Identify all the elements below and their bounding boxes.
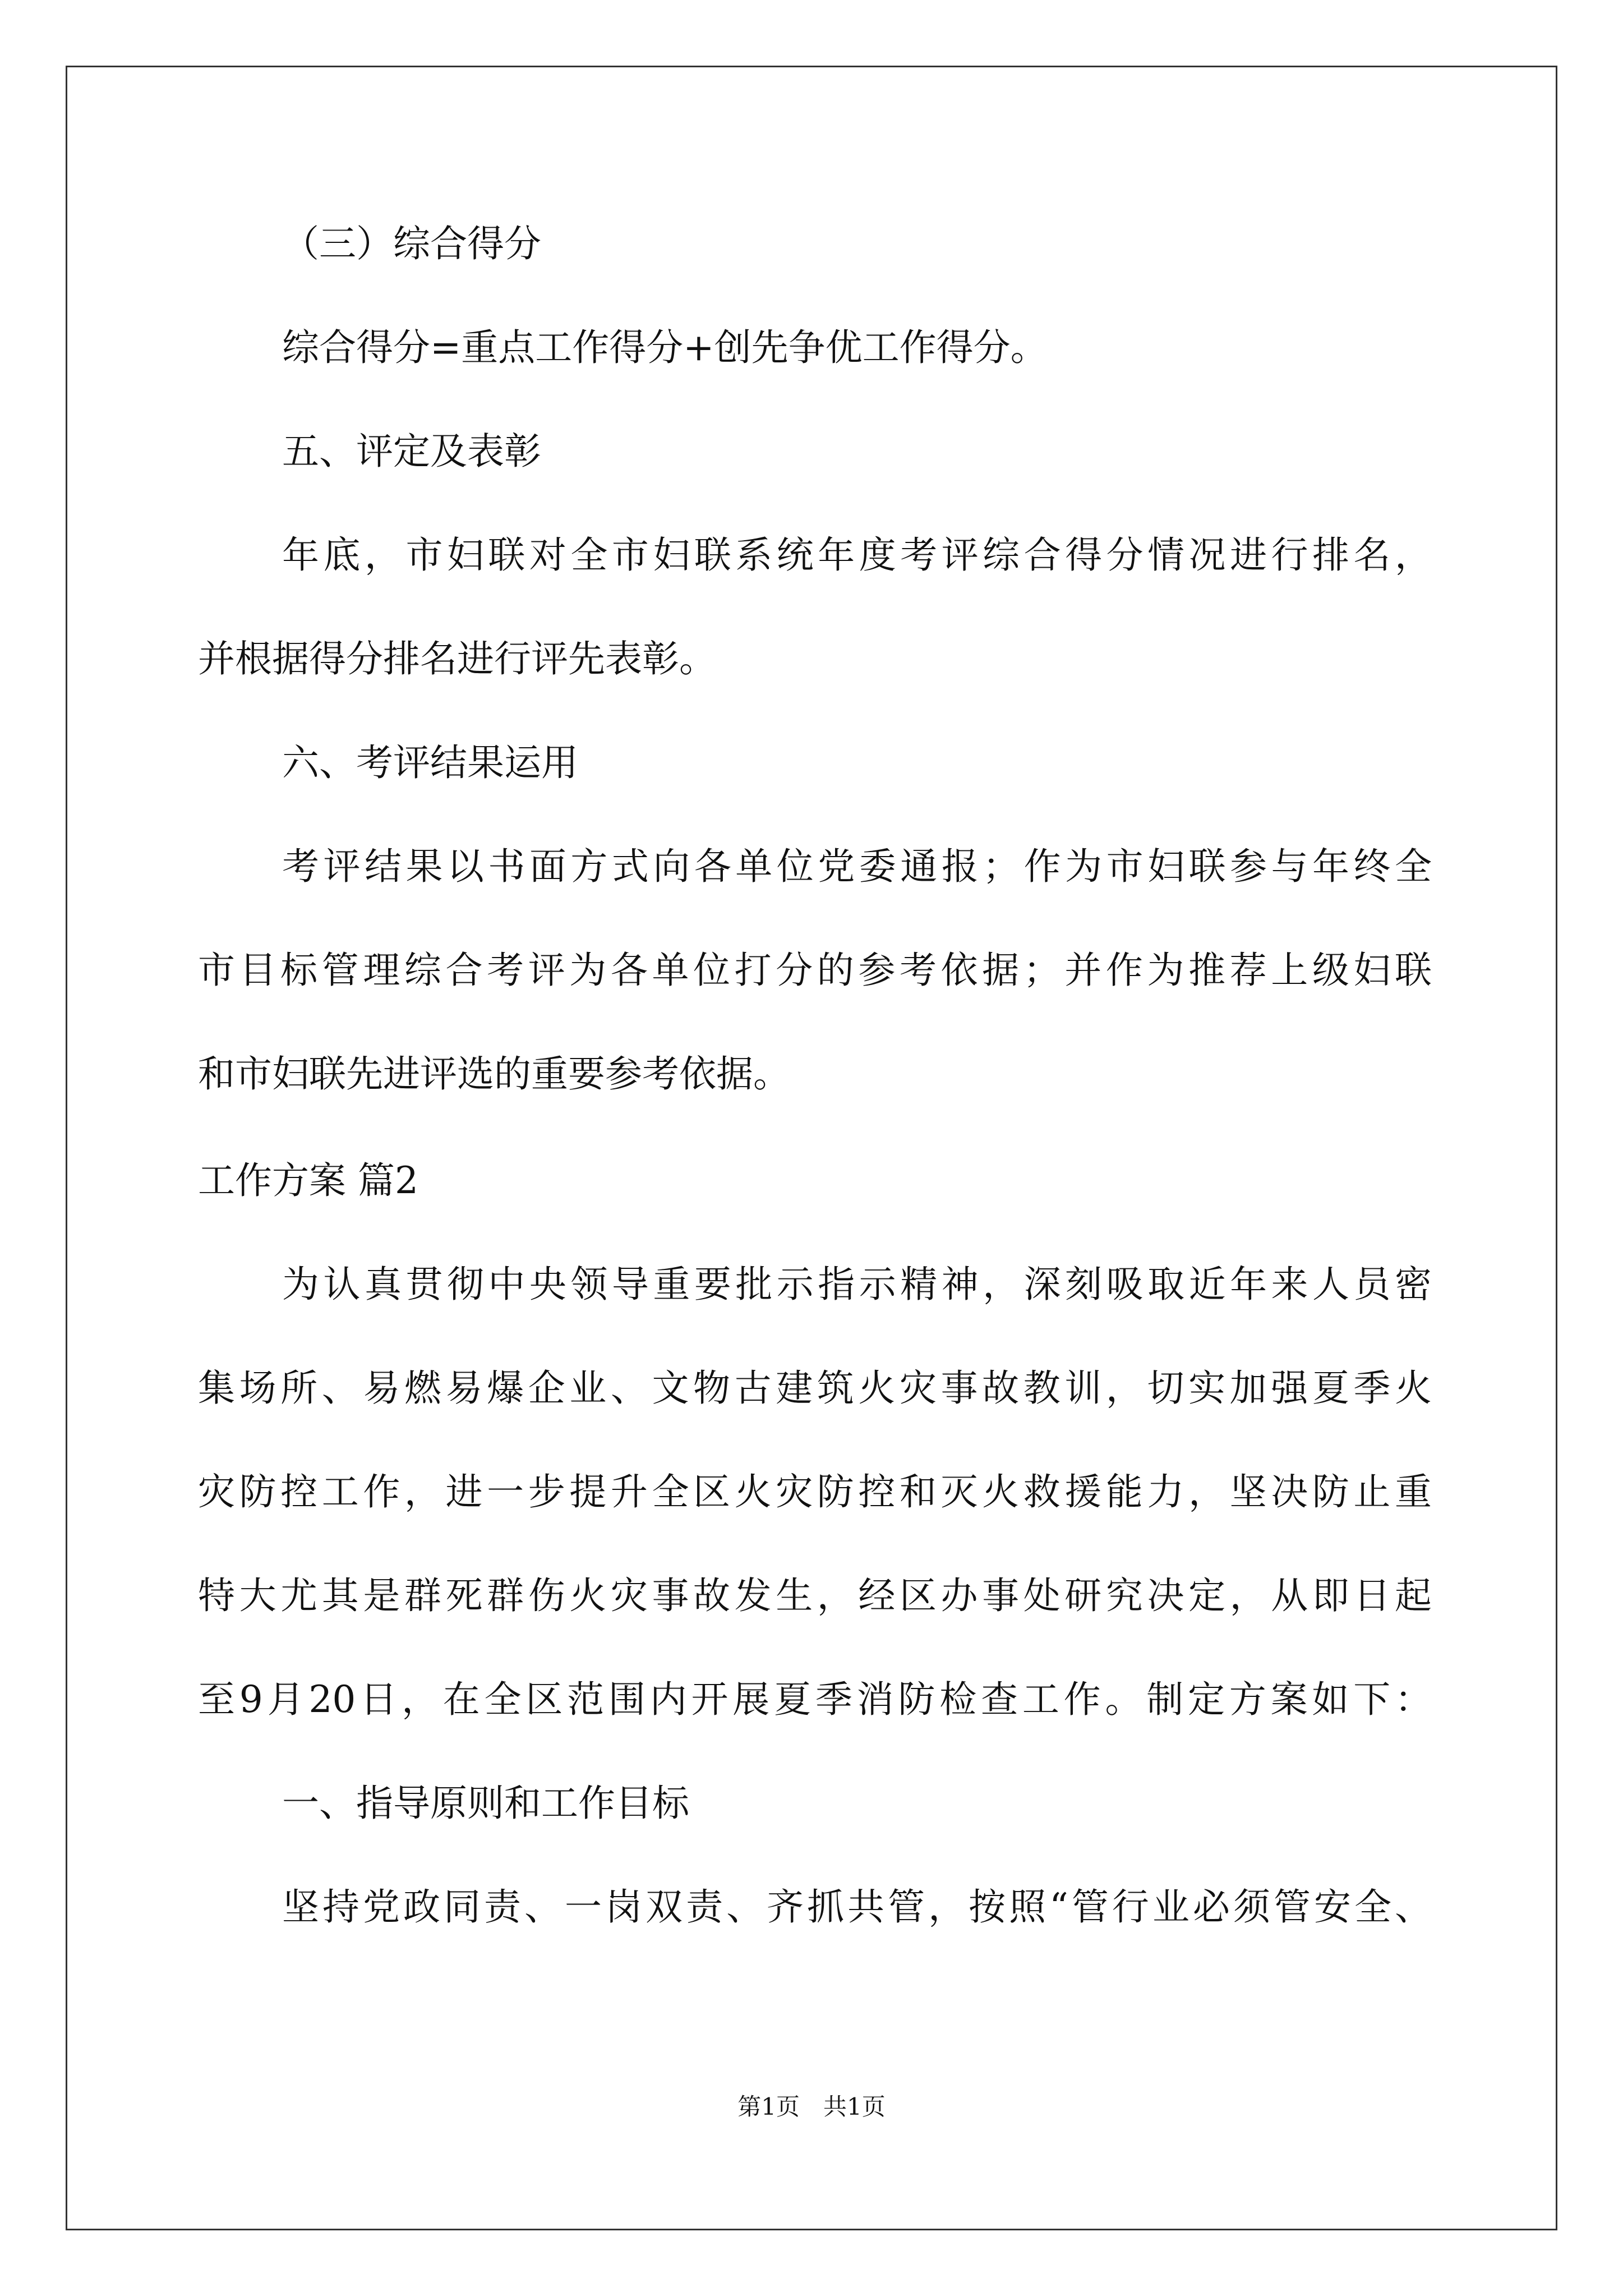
paragraph-line: 和市妇联先进评选的重要参考依据。 [198, 1052, 790, 1096]
paragraph-line: 并根据得分排名进行评先表彰。 [198, 637, 716, 680]
paragraph-line: 综合得分=重点工作得分+创先争优工作得分。 [282, 326, 1048, 369]
paragraph-line: 市目标管理综合考评为各单位打分的参考依据；并作为推荐上级妇联 [198, 949, 1432, 992]
page-number-footer: 第1页 共1页 [737, 2093, 886, 2120]
paragraph-line: 年底，市妇联对全市妇联系统年度考评综合得分情况进行排名， [282, 533, 1432, 577]
article-title: 工作方案 篇2 [198, 1159, 418, 1202]
section-heading-6: 六、考评结果运用 [282, 741, 578, 784]
section-heading-5: 五、评定及表彰 [282, 430, 541, 473]
section-heading-3: （三）综合得分 [282, 222, 541, 265]
paragraph-line: 坚持党政同责、一岗双责、齐抓共管，按照“管行业必须管安全、 [282, 1885, 1432, 1929]
paragraph-line: 考评结果以书面方式向各单位党委通报；作为市妇联参与年终全 [282, 845, 1432, 888]
paragraph-line: 灾防控工作，进一步提升全区火灾防控和灭火救援能力，坚决防止重 [198, 1470, 1432, 1513]
section-heading-1: 一、指导原则和工作目标 [282, 1782, 689, 1825]
paragraph-line: 至9月20日，在全区范围内开展夏季消防检查工作。制定方案如下： [198, 1678, 1432, 1721]
paragraph-line: 集场所、易燃易爆企业、文物古建筑火灾事故教训，切实加强夏季火 [198, 1366, 1432, 1410]
paragraph-line: 特大尤其是群死群伤火灾事故发生，经区办事处研究决定，从即日起 [198, 1574, 1432, 1617]
paragraph-line: 为认真贯彻中央领导重要批示指示精神，深刻吸取近年来人员密 [282, 1263, 1432, 1306]
